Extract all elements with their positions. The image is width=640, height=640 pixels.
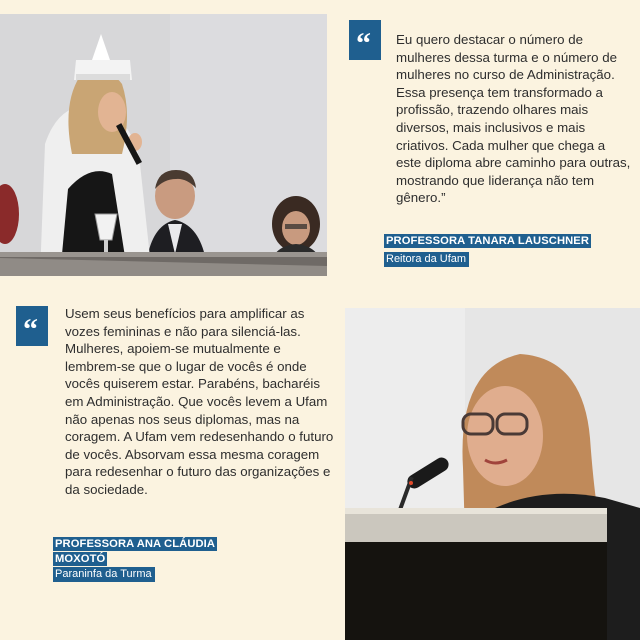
author-block-paraninfa	[53, 536, 243, 582]
author-name-rector: PROFESSORA TANARA LAUSCHNER	[386, 235, 590, 247]
svg-text:“: “	[356, 27, 371, 60]
svg-text:“: “	[23, 313, 38, 346]
quote-open-icon	[16, 306, 48, 346]
author-role-paraninfa: Paraninfa da Turma	[53, 567, 155, 582]
photo-rector-speaking	[0, 14, 327, 276]
photo-paraninfa-at-podium	[345, 308, 640, 640]
quote-open-icon	[349, 20, 381, 60]
quote-text-paraninfa: Usem seus benefícios para amplificar as vozes femininas e não para silenciá-las. Mulheres, apoiem-se mutualmente e lembrem-se que o lugar de vocês é onde vocês quiserem estar. Parabéns, bacharéis em Administração. Que vocês levem a Ufam não apenas nos seus diplomas, mas na coragem. A Ufam vem redesenhando o futuro de vocês. Absorvam essa mesma coragem para redesenhar o futuro das organizações e da sociedade.	[65, 306, 334, 497]
quote-text-rector: Eu quero destacar o número de mulheres dessa turma e o número de mulheres no curso de Administração. Essa presença tem transformado a profissão, trazendo olhares mais diversos, mais inclusivos e mais criativos. Cada mulher que chega a este diploma abre caminho para outras, mostrando que liderança não tem gênero.”	[396, 32, 631, 206]
author-name-paraninfa: PROFESSORA ANA CLÁUDIA MOXOTÓ	[55, 538, 216, 565]
author-role-rector: Reitora da Ufam	[384, 252, 469, 267]
author-block-rector	[384, 231, 591, 267]
